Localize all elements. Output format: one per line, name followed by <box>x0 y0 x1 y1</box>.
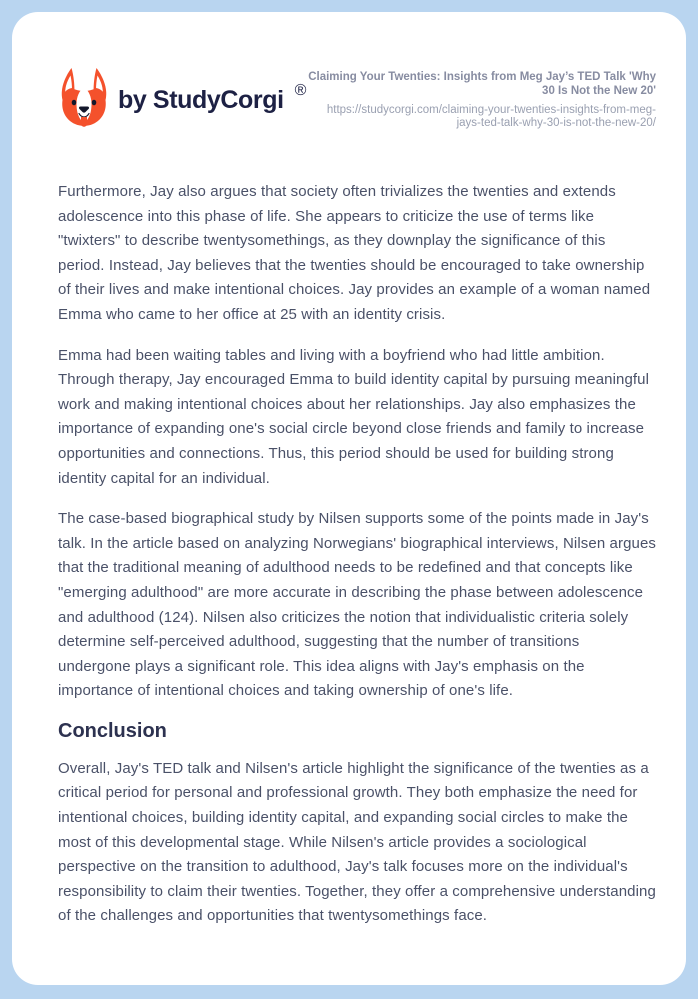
conclusion-paragraph: Overall, Jay's TED talk and Nilsen's article highlight the significance of the twenties as a critical period for personal and professional growth. They both emphasize the need for intentional choices, building identity capital, and expanding social circles to make the most of this developmental stage. While Nilsen's article provides a sociological perspective on the transition to adulthood, Jay's talk focuses more on the individual's responsibility to claim their twenties. Together, they offer a comprehensive understanding of the challenges and opportunities that twentysomethings face. <box>58 759 656 925</box>
article-paragraph: Furthermore, Jay also argues that society often trivializes the twenties and extends adolescence into this phase of life. She appears to criticize the use of terms like "twixters" to describe twentysomethings, as they downplay the significance of this period. Instead, Jay believes that the twenties should be encouraged to take ownership of their lives and make intentional choices. Jay provides an example of a woman named Emma who came to her office at 25 with an identity crisis. <box>58 183 651 323</box>
document-title: Claiming Your Twenties: Insights from Meg Jay’s TED Talk 'Why 30 Is Not the New 20' <box>308 70 656 97</box>
article-content <box>58 180 656 929</box>
article-paragraph: The case-based biographical study by Nilsen supports some of the points made in Jay's talk. In the article based on analyzing Norwegians' biographical interviews, Nilsen argues that the traditional meaning of adulthood needs to be redefined and that concepts like "emerging adulthood" are more accurate in describing the phase between adolescence and adulthood (124). Nilsen also criticizes the notion that individualistic criteria solely determine self-perceived adulthood, suggesting that the number of transitions undergone plays a significant role. This idea aligns with Jay's emphasis on the importance of intentional choices and taking ownership of one's life. <box>58 510 657 700</box>
document-header <box>58 66 656 134</box>
studycorgi-brand <box>58 66 306 134</box>
document-meta <box>306 70 656 131</box>
corgi-logo-icon <box>58 66 110 134</box>
article-paragraph: Emma had been waiting tables and living with a boyfriend who had little ambition. Through therapy, Jay encouraged Emma to build identity capital by pursuing meaningful work and making intentional choices about her relationships. Jay also emphasizes the importance of expanding one's social circle beyond close friends and family to increase opportunities and connections. Thus, this period should be used for building strong identity capital for an individual. <box>58 346 650 487</box>
document-source-url: https://studycorgi.com/claiming-your-twenties-insights-from-meg-jays-ted-talk-why-30-is-not-the-new-20/ <box>326 103 656 129</box>
registered-trademark-mark: ® <box>294 82 307 99</box>
document-card <box>12 12 686 985</box>
brand-name: by StudyCorgi <box>118 85 284 114</box>
conclusion-heading: Conclusion <box>58 719 167 742</box>
